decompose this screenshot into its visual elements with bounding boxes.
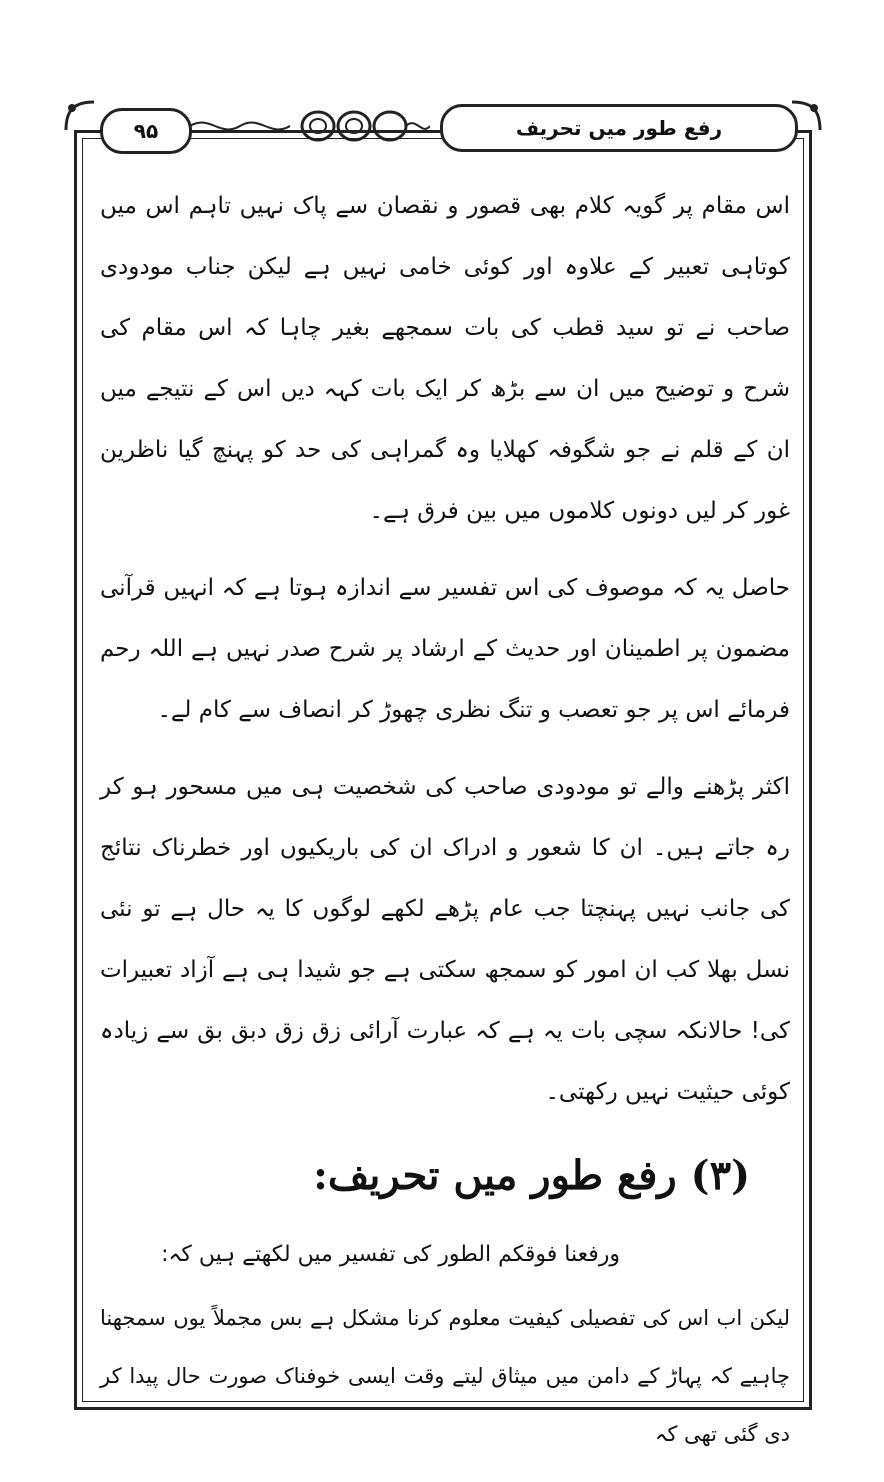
corner-ornament-left-icon <box>60 96 100 136</box>
header-ornament-icon <box>190 106 430 146</box>
quoted-verse-intro: ورفعنا فوقکم الطور کی تفسیر میں لکھتے ہیں کہ: <box>161 1242 620 1267</box>
paragraph-1: اس مقام پر گویہ کلام بھی قصور و نقصان سے پاک نہیں تاہم اس میں کوتاہی تعبیر کے علاوہ اور کوئی خامی نہیں ہے لیکن جناب مودودی صاحب نے تو سید قطب کی بات سمجھے بغیر چاہا کہ اس مقام کی شرح و توضیح میں ان سے بڑھ کر ایک بات کہہ دیں اس کے نتیجے میں ان کے قلم نے جو شگوفہ کھلایا وہ گمراہی کی حد کو پہنچ گیا ناظرین غور کر لیں دونوں کلاموں میں بین فرق ہے۔ <box>100 193 790 524</box>
page-content <box>100 176 790 1463</box>
paragraph-2: حاصل یہ کہ موصوف کی اس تفسیر سے اندازہ ہوتا ہے کہ انہیں قرآنی مضمون پر اطمینان اور حدیث کے ارشاد پر شرح صدر نہیں ہے اللہ رحم فرمائے اس پر جو تعصب و تنگ نظری چھوڑ کر انصاف سے کام لے۔ <box>100 575 790 723</box>
paragraph-4: لیکن اب اس کی تفصیلی کیفیت معلوم کرنا مشکل ہے بس مجملاً یوں سمجھنا چاہیے کہ پہاڑ کے دامن میں میثاق لیتے وقت ایسی خوفناک صورت حال پیدا کر دی گئی تھی کہ <box>100 1306 790 1446</box>
page-number: ۹۵ <box>100 108 192 154</box>
running-title: رفع طور میں تحریف <box>440 104 798 152</box>
paragraph-3: اکثر پڑھنے والے تو مودودی صاحب کی شخصیت ہی میں مسحور ہو کر رہ جاتے ہیں۔ ان کا شعور و ادراک ان کی باریکیوں اور خطرناک نتائج کی جانب نہیں پہنچتا جب عام پڑھے لکھے لوگوں کا یہ حال ہے تو نئی نسل بھلا کب ان امور کو سمجھ سکتی ہے جو شیدا ہی ہے آزاد تعبیرات کی! حالانکہ سچی بات یہ ہے کہ عبارت آرائی زق زق دبق بق سے زیادہ کوئی حیثیت نہیں رکھتی۔ <box>100 774 790 1105</box>
section-heading: (۳) رفع طور میں تحریف: <box>313 1152 750 1199</box>
